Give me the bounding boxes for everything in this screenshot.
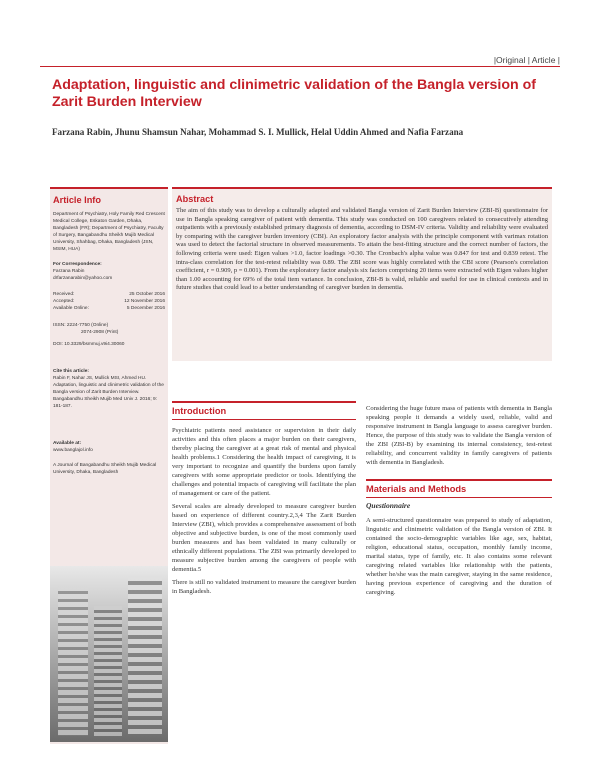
intro-paragraph-2: Several scales are already developed to measure caregiver burden based on experience of different country.2,3,4 The Zarit Burden Interview (ZBI), which provides a comprehensive assessment of both objective and subjective burden, is one of the most commonly used burden measures and has been validated in many culturally or ethnically different populations. The ZBI was primarily developed to measure subjective burden among the caregivers of people with dementia.5 xyxy=(172,503,356,573)
received-date: 25 October 2016 xyxy=(129,292,165,297)
questionnaire-heading: Questionnaire xyxy=(366,501,411,510)
accepted-label: Accepted: xyxy=(53,299,75,304)
correspondence-name: Farzana Rabin xyxy=(53,269,85,274)
introduction-column xyxy=(172,401,356,600)
correspondence-email: drfarzanarabin@yahoo.com xyxy=(53,276,113,281)
correspondence-label: For Correspondence: xyxy=(53,262,102,267)
intro-paragraph-3: There is still no validated instrument to measure the caregiver burden in Bangladesh. xyxy=(172,579,356,595)
paper-title: Adaptation, linguistic and clinimetric validation of the Bangla version of Zarit Burden Interview xyxy=(52,77,537,110)
author-list: Farzana Rabin, Jhunu Shamsun Nahar, Mohammad S. I. Mullick, Helal Uddin Ahmed and Nafia Farzana xyxy=(52,127,464,137)
received-label: Received: xyxy=(53,292,75,297)
issn-online: ISSN: 2224-7750 (Online) xyxy=(53,323,109,328)
methods-paragraph-1: A semi-structured questionnaire was prepared to study of adaptation, linguistic and clinimetric validation of the Bangla version of ZBI. It contained the socio-demographic variables like age, sex, habitat, religion, educational status, occupation, monthly family income, marital status, type of family, etc. It also contains some relevant caregiving related variables like relationship with the patients, whether he/she was the main caregiver, staying in the same residence, having previous experience of caregiving and the duration of caregiving. xyxy=(366,517,552,596)
abstract-text: The aim of this study was to develop a culturally adapted and validated Bangla version of Zarit Burden Interview (ZBI-B) questionnaire for use in Bangla speaking caregiver of patient with dementia. This study was conducted on 100 caregivers related to consecutively attending outpatients with a previously established primary diagnosis of dementia, according to DSM-IV criteria. Validity and reliability were evaluated by comparing with the caregiver burden inventory (CBI). An exploratory factor analysis with the principle component with varimax rotation was used to detect the factorial structure in observed measurements. To attain the best-fitting structure and the correct number of factors, the following criteria were used: Eigen values >1.0, factor loadings >0.30. The Cronbach's alpha value was 0.847 for test and 0.839 retest. The intra-class correlation for the test-retest reliability was 0.89. The ZBI score was highly correlated with the CBI score (Pearson's correlation coefficient, r = 0.909, p = 0.001). From the exploratory factor analysis six factors comprising 20 items were extracted with Eigen values higher than 1.00 accounting for 69% of the total item variance. In conclusion, ZBI-B is valid, reliable and useful for use in clinical contexts and in future studies that could lead to a better understanding of caregiver burden in dementia. xyxy=(176,207,549,292)
abstract-heading: Abstract xyxy=(176,194,214,204)
abstract-box xyxy=(172,187,552,361)
online-date: 5 December 2016 xyxy=(126,306,165,311)
citation: Rabin F, Nahar JS, Mullick MSI, Ahmed HU. Adaptation, linguistic and clinimetric validation of the Bangla version of Zarit Burden Interview. Bangabandhu Sheikh Mujib Med Univ J. 2016; 9: 181-187. xyxy=(53,376,164,409)
doi: DOI: 10.3329/bsmmuj.v9i4.30060 xyxy=(53,342,125,347)
article-info-heading: Article Info xyxy=(53,195,101,205)
right-column xyxy=(366,404,552,601)
affiliation: Department of Psychiatry, Holy Family Red Crescent Medical College, Eskaton Garden, Dhaka, Bangladesh (FR); Department of Psychiatry, Faculty of Surgery, Bangabandhu Sheikh Mujib Medical University, Shahbag, Dhaka, Bangladesh (JSN, MSIM, HUA) xyxy=(53,212,165,252)
right-paragraph-1: Considering the huge future mass of patients with dementia in Bangla speaking people it demands a widely used, reliable, valid and responsive instrument in Bangla language to assess caregiver burden. Hence, the purpose of this study was to validate the Bangla version of the ZBI (ZBI-B) by examining its internal consistency, test-retest reliability, and concurrent validity in family caregivers of patients with dementia in Bangladesh. xyxy=(366,405,552,466)
cite-label: Cite this article: xyxy=(53,369,89,374)
header-rule xyxy=(40,66,560,67)
building-photo xyxy=(50,566,168,742)
journal-description: A Journal of Bangabandhu Sheikh Mujib Medical University, Dhaka, Bangladesh xyxy=(53,463,157,475)
available-label: Available at: xyxy=(53,441,82,446)
article-type-tag: |Original | Article | xyxy=(493,55,560,65)
introduction-heading: Introduction xyxy=(172,401,356,420)
journal-url[interactable]: www.banglajol.info xyxy=(53,448,93,453)
intro-paragraph-1: Psychiatric patients need assistance or supervision in their daily activities and this often places a major burden on their caregivers, thereby placing the caregiver at a great risk of mental and physical health problems.1 Considering the health impact of caregiving, it is very important to recognize and quantify the burdens upon family caregivers with some appropriate predictor or tools. Identifying the challenges and potential impacts of caregiving will facilitate the plan of management or care of the patient. xyxy=(172,427,356,497)
accepted-date: 12 November 2016 xyxy=(124,299,165,304)
issn-print: 2074-2908 (Print) xyxy=(81,330,119,335)
online-label: Available Online: xyxy=(53,306,89,311)
methods-heading: Materials and Methods xyxy=(366,479,552,498)
